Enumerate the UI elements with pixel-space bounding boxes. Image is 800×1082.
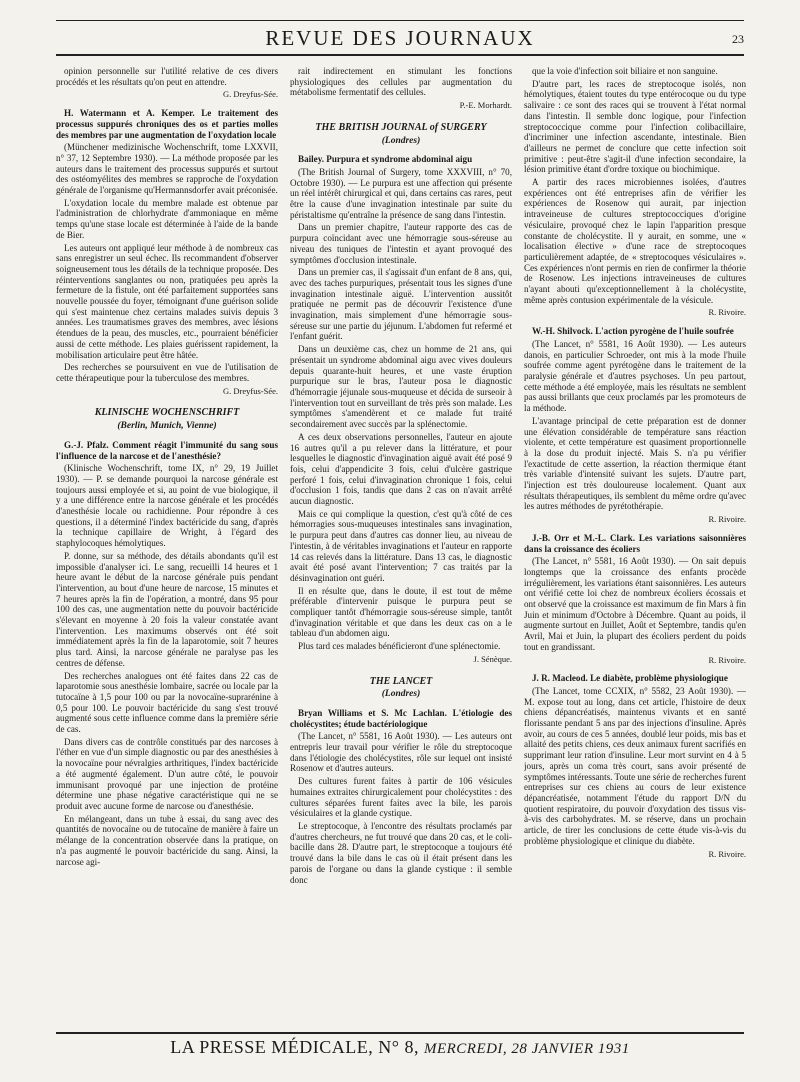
paragraph: Dans divers cas de contrôle constitués par des narcoses à l'éther en vue d'un simple diagnostic ou par des anesthésies à la novocaïne pour névralgies arthritiques, l'index bactéricide a été augmenté également. D'un autre côté, le pouvoir immunisant provoqué par une injection de protéine détermine une phase négative caractéristique qui ne se produit avec aucune forme de narcose ou d'anesthésie. <box>56 736 278 811</box>
column-right <box>524 66 746 1026</box>
article-title: G.-J. Pfalz. Comment réagit l'immunité du sang sous l'influence de la narcose et de l'anesthésie? <box>56 439 278 461</box>
paragraph: En mélangeant, dans un tube à essai, du sang avec des quantités de novocaïne ou de tutocaïne de manière à faire un mélange de la concentration observée dans la pratique, on n'a pas augmenté le pouvoir bactéricide du sang. Ainsi, la narcose agi- <box>56 813 278 867</box>
paragraph: (Münchener medizinische Wochenschrift, tome LXXVII, n° 37, 12 Septembre 1930). — La méthode proposée par les auteurs dans le traitement des processus suppurés et surtout des ostéomyélites des membres se rapproche de l'oxydation générale de l'organisme qu'Hermannsdorfer avait préconisée. <box>56 142 278 196</box>
paragraph: Dans un premier chapitre, l'auteur rapporte des cas de purpura coïncidant avec une hémorragie sous-séreuse au niveau des tuniques de l'intestin et ayant provoqué des symptômes d'occlusion intestinale. <box>290 222 512 265</box>
paragraph: que la voie d'infection soit biliaire et non sanguine. <box>532 66 718 76</box>
author-signature: R. Rivoire. <box>708 848 746 859</box>
footer-journal-name: LA PRESSE MÉDICALE, N° 8, <box>170 1037 419 1057</box>
paragraph: A partir des races microbiennes isolées, d'autres expériences ont été entreprises afin de vérifier les expériences de Rosenow qui aurait, par injection intraveineuse de cultures streptococciques d'origine vésiculaire, provoqué chez le lapin l'apparition presque constante de cholécystite. Il y aurait, en somme, une « localisation élective » d'une race de streptocoques particulièrement adaptée, de « streptocoques vésiculaires ». Ces expériences n'ont permis en rien de confirmer la théorie de Rosenow. Les injections intraveineuses de cultures n'ayant abouti qu'exceptionnellement à la cholécystite, même après contusion expérimentale de la vésicule. <box>524 177 746 305</box>
article-columns <box>56 66 746 1026</box>
paragraph: D'autre part, les races de streptocoque isolés, non hémolytiques, étaient toutes du type entérocoque ou du type salivaire : ce sont des races qui se trouvent à l'état normal dans l'intestin. Il semble donc logique, pour l'infection streptococcique comme pour l'infection colibacillaire, d'incriminer une infection ascendante, intestinale. Bien d'ailleurs ne permet de conclure que cette infection soit primitive : peut-être s'agit-il d'une infection secondaire, la lésion primitive étant d'ordre toxique ou biochimique. <box>524 78 746 175</box>
paragraph: opinion personnelle sur l'utilité relative de ces divers procédés et les résultats qu'on peut en attendre. <box>56 66 278 87</box>
paragraph: (The Lancet, n° 5581, 16 Août 1930). — Les auteurs ont entrepris leur travail pour vérifier le rôle du streptocoque dans l'étiologie des cholécystites, rôle sur lequel ont insisté Rosenow et d'autres auteurs. <box>290 731 512 774</box>
article-title: Bryan Williams et S. Mc Lachlan. L'étiologie des cholécystites; étude bactériologique <box>290 707 512 729</box>
paragraph: Des cultures furent faites à partir de 106 vésicules humaines extraites chirurgicalement pour cholécystites : des cultures séparées furent faites avec la bile, les parois vésiculaires et la glande cystique. <box>290 776 512 819</box>
paragraph: Dans un premier cas, il s'agissait d'un enfant de 8 ans, qui, avec des taches purpuriques, présentait tous les signes d'une invagination intestinale aiguë. L'intervention aussitôt pratiquée ne permit pas de découvrir l'existence d'une invagination, mais simplement d'une hémorragie sous-séreuse sur une partie du jéjunum. L'abdomen fut refermé et l'enfant guérit. <box>290 267 512 342</box>
page-footer <box>56 1037 744 1058</box>
paragraph: Plus tard ces malades bénéficieront d'une splénectomie. <box>298 641 501 652</box>
paragraph: A ces deux observations personnelles, l'auteur en ajoute 16 autres qu'il a pu relever dans la littérature, et pour lesquelles le diagnostic d'invagination aiguë avait été posé 9 fois, celui d'appendicite 3 fois, celui d'ulcère gastrique perforé 1 fois, celui d'invagination chronique 1 fois, celui d'occlusion 1 fois, tandis que dans 2 cas on n'avait arrêté aucun diagnostic. <box>290 431 512 507</box>
paragraph: L'oxydation locale du membre malade est obtenue par l'administration de chlorhydrate d'ammoniaque en même temps qu'une stase locale est déterminée à l'aide de la bande de Bier. <box>56 197 278 240</box>
footer-rule <box>56 1032 744 1034</box>
page-number: 23 <box>732 32 744 46</box>
journal-heading: THE LANCET <box>369 675 433 687</box>
paragraph: Des recherches se poursuivent en vue de l'utilisation de cette thérapeutique pour la tuberculose des membres. <box>56 362 278 383</box>
paragraph: (The British Journal of Surgery, tome XXXVIII, n° 70, Octobre 1930). — Le purpura est une affection qui présente un réel intérêt chirurgical et qui, dans certains cas rares, peut être la cause d'une invagination intestinale par suite du péristaltisme qu'entraîne la présence de sang dans l'intestin. <box>290 166 512 220</box>
paragraph: rait indirectement en stimulant les fonctions physiologiques des cellules par augmentation du métabolisme fermentatif des cellules. <box>290 66 512 98</box>
paragraph: (The Lancet, n° 5581, 16 Août 1930). — On sait depuis longtemps que la croissance des enfants procède irrégulièrement, les variations étant saisonnières. Les auteurs ont vérifié cette loi chez de nombreux écoliers écossais et ont observé que la croissance est maximum de fin Mars à fin Juin et minimum d'Octobre à Décembre. Quant au poids, il augmente surtout en Juillet, Août et Septembre, tandis qu'en Avril, Mai et Juin, la plupart des écoliers perdent du poids tout en grandissant. <box>524 556 746 652</box>
author-signature: P.-E. Morhardt. <box>459 100 512 111</box>
article-title: H. Watermann et A. Kemper. Le traitement des processus suppurés chroniques des os et parties molles des membres par une augmentation de l'oxydation locale <box>56 108 278 140</box>
article-title: W.-H. Shilvock. L'action pyrogène de l'huile soufrée <box>532 326 734 337</box>
column-middle <box>290 66 512 1026</box>
header-rule-bottom <box>56 54 744 56</box>
author-signature: J. Sénèque. <box>473 653 512 664</box>
author-signature: G. Dreyfus-Sée. <box>223 385 278 396</box>
author-signature: R. Rivoire. <box>708 514 746 525</box>
paragraph: P. donne, sur sa méthode, des détails abondants qu'il est impossible d'analyser ici. Le sang, recueilli 14 heures et 1 heure avant le début de la narcose générale puis pendant l'intervention, au bout d'une heure de narcose, 15 minutes et 7 heures après la fin de l'opération, a montré, dans 95 pour 100 des cas, une augmentation nette du pouvoir bactéricide s'élevant en moyenne à 20 fois la valeur constatée avant l'intervention. Les maximums observés ont été soit immédiatement après la fin de la laparotomie, soit 7 heures plus tard. Ainsi, la narcose générale ne paralyse pas les centres de défense. <box>56 550 278 668</box>
page-header <box>56 18 744 58</box>
paragraph: Mais ce qui complique la question, c'est qu'à côté de ces hémorragies sous-muqueuses intestinales sans invagination, le purpura peut dans d'autres cas donner lieu, au niveau de l'intestin, à de véritables invaginations et l'auteur en rapporte 14 cas relevés dans la littérature. Dans 13 cas, le diagnostic avait été posé avant l'intervention; 7 cas traités par la désinvagination ont guéri. <box>290 508 512 583</box>
journal-location: (Londres) <box>381 135 421 146</box>
page-title: REVUE DES JOURNAUX <box>265 26 535 50</box>
header-rule-top <box>56 20 744 21</box>
author-signature: R. Rivoire. <box>708 654 746 665</box>
paragraph: Le streptocoque, à l'encontre des résultats proclamés par d'autres chercheurs, ne fut trouvé que dans 20 cas, et le coli-bacille dans 28. D'autre part, le streptocoque a toujours été trouvé dans la bile dans le cas où il était présent dans les parois de l'organe ou dans la glande cystique : il semble donc <box>290 821 512 885</box>
journal-heading: THE BRITISH JOURNAL of SURGERY <box>315 121 487 133</box>
paragraph: (Klinische Wochenschrift, tome IX, n° 29, 19 Juillet 1930). — P. se demande pourquoi la narcose générale est toujours aussi employée et si, au point de vue biologique, il y a une différence entre la narcose générale et les procédés d'anesthésie locale ou rachidienne. Pour répondre à ces questions, il a déterminé l'index bactéricide du sang, d'après la technique capillaire de Wright, à l'égard des staphylocoques hémolytiques. <box>56 463 278 549</box>
author-signature: G. Dreyfus-Sée. <box>223 89 278 100</box>
journal-heading: KLINISCHE WOCHENSCHRIFT <box>94 407 240 419</box>
footer-date: MERCREDI, 28 JANVIER 1931 <box>423 1041 630 1057</box>
paragraph: (The Lancet, tome CCXIX, n° 5582, 23 Août 1930). — M. expose tout au long, dans cet article, l'histoire de deux chiens dépancréatisés, maintenus vivants et en santé florissante pendant 5 ans par des injections d'insuline. Après avoir, au cours de ces 5 années, doublé leur poids, mis bas et allaité des petits chiens, ces deux animaux furent sacrifiés en supprimant leur ration d'insuline. Leur mort survint en 4 à 5 jours, après un coma très court, sans avoir présenté de symptômes intéressants. Toute une série de recherches furent entreprises sur ces chiens au cours de leur existence dépancréatisée, notamment l'étude du rapport D/N du quotient respiratoire, du pouvoir d'oxydation des tissus vis-à-vis des carbohydrates. M. se réserve, dans un prochain article, de tirer les conclusions de cette étude vis-à-vis du problème physiologique et clinique du diabète. <box>524 685 746 846</box>
article-title: J.-B. Orr et M.-L. Clark. Les variations saisonnières dans la croissance des écoliers <box>524 532 746 554</box>
column-left <box>56 66 278 1026</box>
article-title: Bailey. Purpura et syndrome abdominal aigu <box>298 154 473 165</box>
article-title: J. R. Macleod. Le diabète, problème physiologique <box>532 673 728 684</box>
journal-location: (Londres) <box>381 689 421 700</box>
journal-location: (Berlin, Munich, Vienne) <box>117 421 217 432</box>
paragraph: (The Lancet, n° 5581, 16 Août 1930). — Les auteurs danois, en particulier Schroeder, ont mis à la mode l'huile soufrée comme agent pyrétogène dans le traitement de la paralysie générale et d'autres psychoses. Un peu partout, cette méthode a été employée, mais les résultats ne semblent pas aussi brillants que ceux proclamés par les promoteurs de la méthode. <box>524 338 746 414</box>
author-signature: R. Rivoire. <box>708 307 746 318</box>
paragraph: L'avantage principal de cette préparation est de donner une élévation considérable de température sans réaction violente, et cette température est quasiment proportionnelle à la dose du produit injecté. Mais S. n'a pu vérifier l'exactitude de cette assertion, la réaction thermique étant très variable d'intensité suivant les sujets. D'autre part, l'injection est très douloureuse localement. Quant aux résultats thérapeutiques, ils semblent du même ordre qu'avec les autres méthodes de pyrétothérapie. <box>524 415 746 512</box>
paragraph: Les auteurs ont appliqué leur méthode à de nombreux cas sans enregistrer un seul échec. Ils recommandent d'observer soigneusement tous les détails de la technique proposée. Des réinterventions sanglantes ou non, pratiquées peu après la fermeture de la fistule, ont été parfaitement supportées sans nouvelle poussée du foyer, témoignant d'une guérison solide qui s'est maintenue chez certains malades suivis depuis 3 années. Les traumatismes graves des membres, avec lésions étendues de la peau, des muscles, etc., pourraient bénéficier aussi de cette méthode. Les plaies guérissent rapidement, la mobilisation articulaire peut être hâtée. <box>56 242 278 360</box>
paragraph: Dans un deuxième cas, chez un homme de 21 ans, qui présentait un syndrome abdominal aigu avec vives douleurs depuis quarante-huit heures, et une vaste éruption purpurique sur le bras, l'auteur posa le diagnostic d'hémorragie jéjunale sous-muqueuse et décida de surseoir à l'intervention tout en surveillant de très près son malade. Les symptômes s'amendèrent et ce malade fut traité secondairement avec succès par la splénectomie. <box>290 344 512 430</box>
paragraph: Il en résulte que, dans le doute, il est tout de même préférable d'intervenir puisque le purpura peut se compliquer tantôt d'hémorragie sous-séreuse simple, tantôt d'invagination véritable et que dans les deux cas on a le tableau d'un abdomen aigu. <box>290 585 512 639</box>
paragraph: Des recherches analogues ont été faites dans 22 cas de laparotomie sous anesthésie lombaire, sacrée ou locale par la tutocaïne à 1,5 pour 100 ou par la novocaïne-suprarénine à 0,5 pour 100. Le pouvoir bactéricide du sang s'est trouvé augmenté sous cette influence comme dans la première série de cas. <box>56 670 278 735</box>
